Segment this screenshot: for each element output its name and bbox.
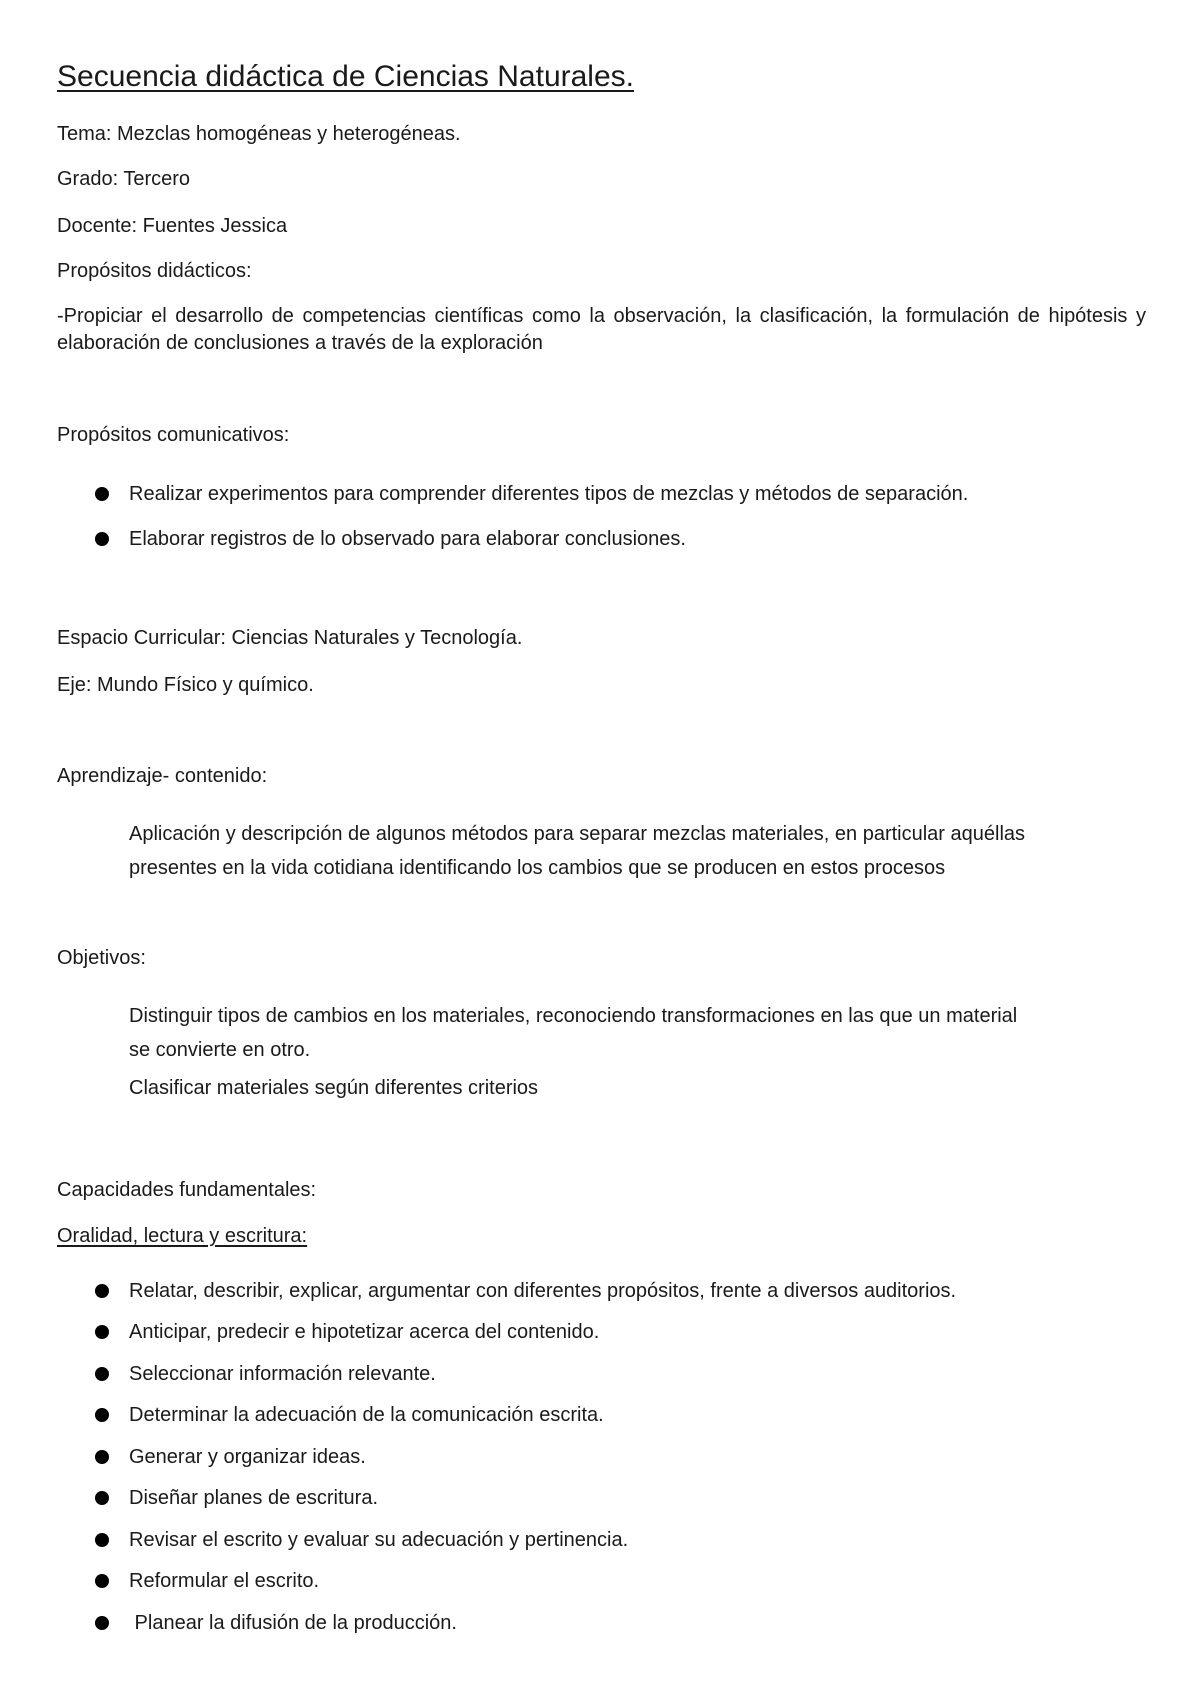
list-item-text: Relatar, describir, explicar, argumentar con diferentes propósitos, frente a diversos auditorios.: [129, 1280, 957, 1302]
list-item-text: Seleccionar información relevante.: [129, 1363, 436, 1385]
list-item-text: Planear la difusión de la producción.: [129, 1612, 457, 1634]
objetivos-label: Objetivos:: [57, 947, 146, 969]
docente-line: Docente: Fuentes Jessica: [57, 215, 288, 237]
bullet-icon: [95, 532, 109, 546]
list-item-text: Reformular el escrito.: [129, 1570, 320, 1592]
list-item-text: Generar y organizar ideas.: [129, 1446, 366, 1468]
objetivos-line-1: Distinguir tipos de cambios en los materiales, reconociendo transformaciones en las que un material: [129, 1005, 1018, 1027]
propositos-didacticos-text: -Propiciar el desarrollo de competencias científicas como la observación, la clasificación, la formulación de hipótesis y elaboración de conclusiones a través de la exploración: [57, 305, 1146, 354]
capacidades-sublabel: Oralidad, lectura y escritura:: [57, 1225, 308, 1247]
capacidades-label: Capacidades fundamentales:: [57, 1179, 317, 1201]
list-item-text: Realizar experimentos para comprender diferentes tipos de mezclas y métodos de separación.: [129, 483, 969, 505]
objetivos-line-2: se convierte en otro.: [129, 1039, 311, 1061]
propositos-didacticos-label: Propósitos didácticos:: [57, 260, 252, 282]
aprendizaje-line-2: presentes en la vida cotidiana identificando los cambios que se producen en estos procesos: [129, 857, 946, 879]
bullet-icon: [95, 1367, 109, 1381]
eje-line: Eje: Mundo Físico y químico.: [57, 674, 314, 696]
tema-line: Tema: Mezclas homogéneas y heterogéneas.: [57, 123, 461, 145]
bullet-icon: [95, 1325, 109, 1339]
aprendizaje-label: Aprendizaje- contenido:: [57, 765, 268, 787]
bullet-icon: [95, 1616, 109, 1630]
propositos-comunicativos-label: Propósitos comunicativos:: [57, 424, 290, 446]
bullet-icon: [95, 1408, 109, 1422]
list-item-text: Revisar el escrito y evaluar su adecuación y pertinencia.: [129, 1529, 629, 1551]
list-item-text: Elaborar registros de lo observado para elaborar conclusiones.: [129, 528, 686, 550]
aprendizaje-line-1: Aplicación y descripción de algunos métodos para separar mezclas materiales, en particular aquéllas: [129, 823, 1026, 845]
bullet-icon: [95, 1491, 109, 1505]
list-item-text: Determinar la adecuación de la comunicación escrita.: [129, 1404, 604, 1426]
bullet-icon: [95, 1533, 109, 1547]
grado-line: Grado: Tercero: [57, 168, 191, 190]
objetivos-line-3: Clasificar materiales según diferentes criterios: [129, 1077, 539, 1099]
list-item-text: Diseñar planes de escritura.: [129, 1487, 379, 1509]
bullet-icon: [95, 487, 109, 501]
bullet-icon: [95, 1574, 109, 1588]
list-item-text: Anticipar, predecir e hipotetizar acerca del contenido.: [129, 1321, 600, 1343]
document-title: Secuencia didáctica de Ciencias Naturales.: [57, 60, 634, 93]
bullet-icon: [95, 1284, 109, 1298]
espacio-curricular-line: Espacio Curricular: Ciencias Naturales y Tecnología.: [57, 627, 523, 649]
bullet-icon: [95, 1450, 109, 1464]
